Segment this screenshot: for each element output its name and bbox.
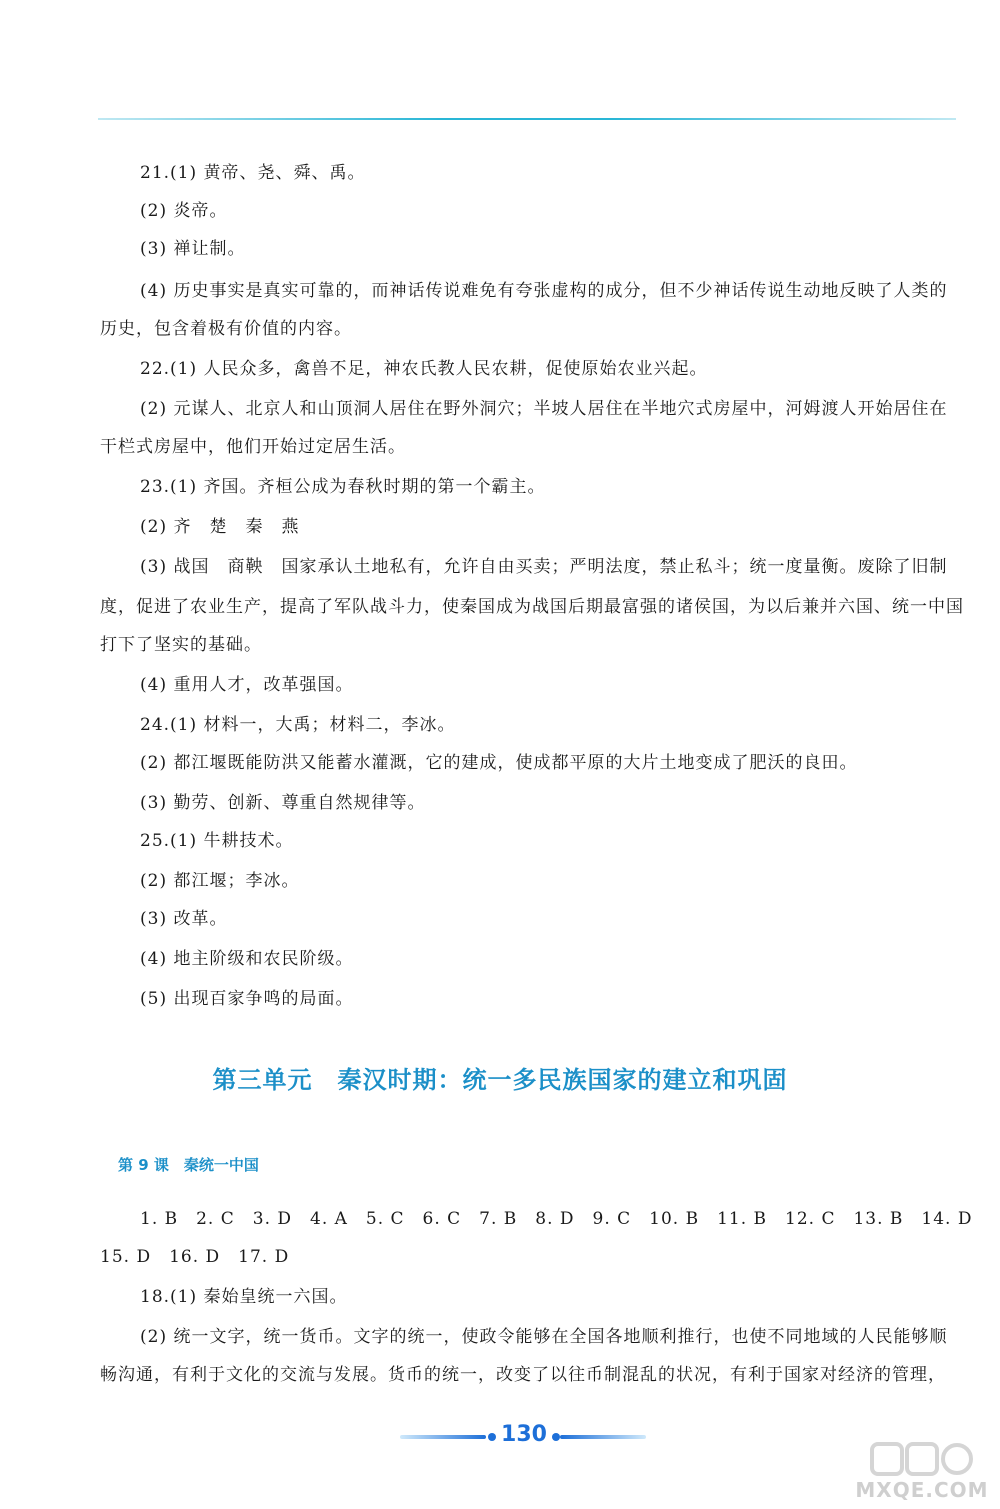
text-line: (3) 勤劳、创新、尊重自然规律等。 xyxy=(140,793,426,813)
text-line: 21.(1) 黄帝、尧、舜、禹。 xyxy=(140,163,366,183)
page-number: 130 xyxy=(501,1422,547,1447)
text-line: 25.(1) 牛耕技术。 xyxy=(140,831,294,851)
text-line: 22.(1) 人民众多，禽兽不足，神农氏教人民农耕，促使原始农业兴起。 xyxy=(140,359,708,379)
text-line: (5) 出现百家争鸣的局面。 xyxy=(140,989,354,1009)
text-line: (3) 战国 商鞅 国家承认土地私有，允许自由买卖；严明法度，禁止私斗；统一度量衡。废除了旧制 xyxy=(140,557,948,577)
header-rule xyxy=(98,118,956,120)
text-line: (4) 历史事实是真实可靠的，而神话传说难免有夸张虚构的成分，但不少神话传说生动地反映了人类的 xyxy=(140,281,948,301)
text-line: 度，促进了农业生产，提高了军队战斗力，使秦国成为战国后期最富强的诸侯国，为以后兼并六国、统一中国 xyxy=(100,597,964,617)
footer-dot-left xyxy=(488,1433,496,1441)
text-line: 18.(1) 秦始皇统一六国。 xyxy=(140,1287,348,1307)
text-line: (2) 元谋人、北京人和山顶洞人居住在野外洞穴；半坡人居住在半地穴式房屋中，河姆渡人开始居住在 xyxy=(140,399,948,419)
text-line: 干栏式房屋中，他们开始过定居生活。 xyxy=(100,437,406,457)
watermark-logo xyxy=(852,1440,992,1502)
footer-bar-left xyxy=(400,1435,486,1439)
text-line: (2) 炎帝。 xyxy=(140,201,228,221)
footer-bar-right xyxy=(560,1435,646,1439)
lesson-title: 第 9 课 秦统一中国 xyxy=(118,1156,259,1174)
text-line: 历史，包含着极有价值的内容。 xyxy=(100,319,352,339)
text-line: 15. D 16. D 17. D xyxy=(100,1247,290,1267)
text-line: (4) 地主阶级和农民阶级。 xyxy=(140,949,354,969)
page-footer xyxy=(400,1422,650,1452)
text-line: 1. B 2. C 3. D 4. A 5. C 6. C 7. B 8. D 9. C 10. B 11. B 12. C 13. B 14. D xyxy=(140,1209,973,1229)
text-line: (2) 都江堰既能防洪又能蓄水灌溉，它的建成，使成都平原的大片土地变成了肥沃的良田。 xyxy=(140,753,858,773)
text-line: (3) 禅让制。 xyxy=(140,239,246,259)
text-line: (2) 齐 楚 秦 燕 xyxy=(140,517,300,537)
text-line: (2) 统一文字，统一货币。文字的统一，使政令能够在全国各地顺利推行，也使不同地域的人民能够顺 xyxy=(140,1327,948,1347)
text-line: (2) 都江堰；李冰。 xyxy=(140,871,300,891)
footer-dot-right xyxy=(552,1433,560,1441)
text-line: 畅沟通，有利于文化的交流与发展。货币的统一，改变了以往币制混乱的状况，有利于国家对经济的管理， xyxy=(100,1365,946,1385)
watermark-graphic-icon xyxy=(870,1440,974,1480)
watermark-text: MXQE.COM xyxy=(855,1478,989,1502)
text-line: (4) 重用人才，改革强国。 xyxy=(140,675,354,695)
text-line: (3) 改革。 xyxy=(140,909,228,929)
text-line: 打下了坚实的基础。 xyxy=(100,635,262,655)
unit-title: 第三单元 秦汉时期：统一多民族国家的建立和巩固 xyxy=(212,1066,788,1094)
text-line: 24.(1) 材料一，大禹；材料二，李冰。 xyxy=(140,715,456,735)
text-line: 23.(1) 齐国。齐桓公成为春秋时期的第一个霸主。 xyxy=(140,477,546,497)
